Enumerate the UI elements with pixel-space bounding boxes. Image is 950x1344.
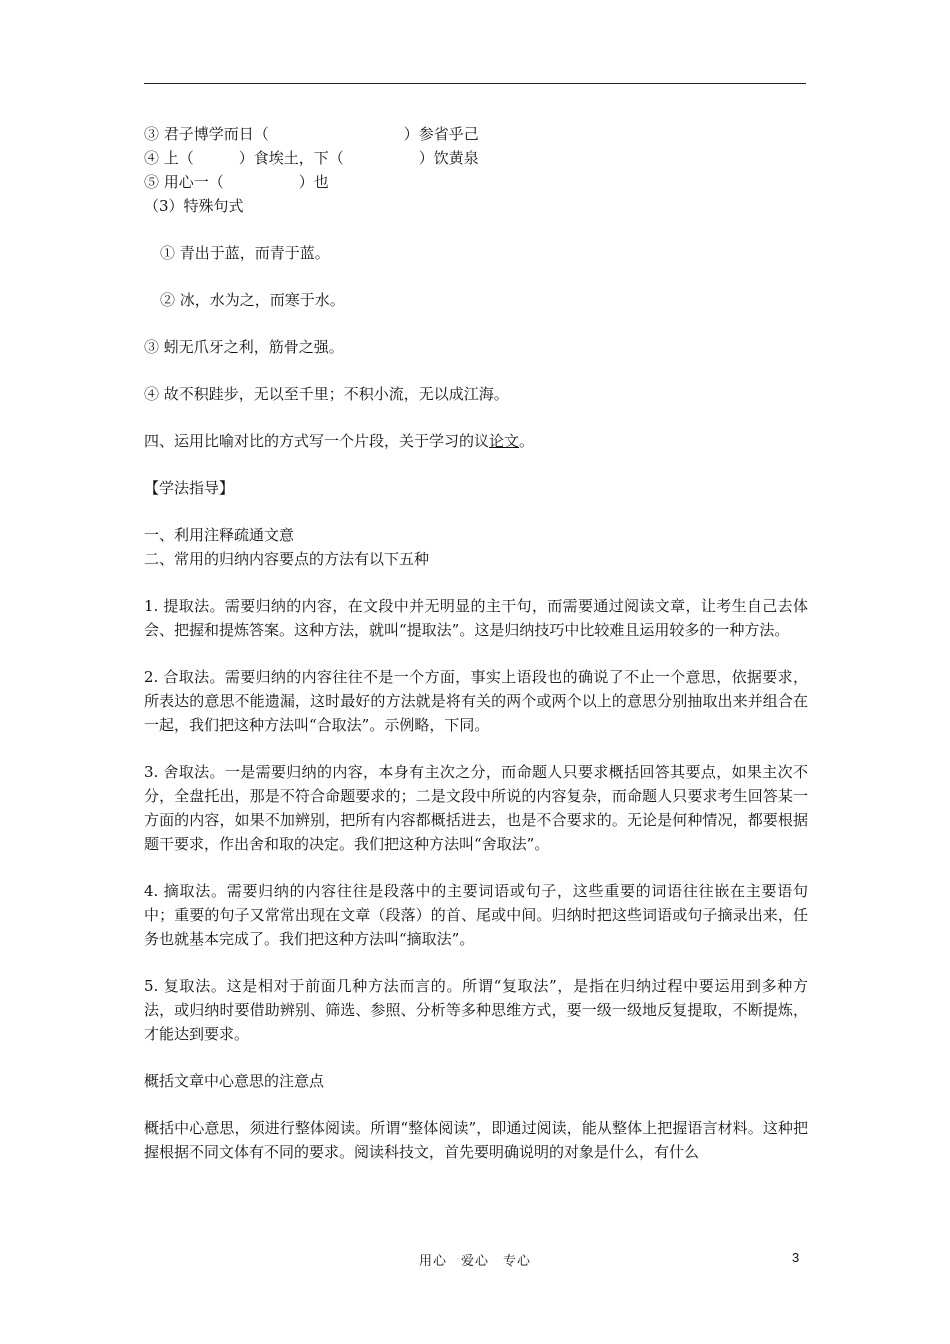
task-four-link[interactable]: 论文 [489, 432, 520, 450]
task-four-end: 。 [519, 432, 535, 450]
method-2: 2. 合取法。需要归纳的内容往往不是一个方面，事实上语段也的确说了不止一个意思，依据要求，所表达的意思不能遗漏，这时最好的方法就是将有关的两个或两个以上的意思分别抽取出来并组合在一起，我们把这种方法叫“合取法”。示例略，下同。 [144, 668, 808, 734]
summary-heading: 概括文章中心意思的注意点 [144, 1072, 325, 1090]
guide-item-2: 二、常用的归纳内容要点的方法有以下五种 [144, 550, 430, 568]
method-3: 3. 舍取法。一是需要归纳的内容，本身有主次之分，而命题人只要求概括回答其要点，如果主次不分，全盘托出，那是不符合命题要求的；二是文段中所说的内容复杂，而命题人只要求考生回答某一方面的内容，如果不加辨别，把所有内容都概括进去，也是不合要求的。无论是何种情况，都要根据题干要求，作出舍和取的决定。我们把这种方法叫“舍取法”。 [144, 763, 808, 853]
guide-heading: 【学法指导】 [144, 479, 235, 497]
special-sentence-heading: （3）特殊句式 [144, 197, 244, 215]
sentence-3: ③ 蚓无爪牙之利，筋骨之强。 [144, 338, 344, 356]
fill-blank-4: ④ 上（ ）食埃土，下（ ）饮黄泉 [144, 149, 479, 167]
fill-blank-3: ③ 君子博学而日（ ）参省乎己 [144, 125, 479, 143]
sentence-4: ④ 故不积跬步，无以至千里；不积小流，无以成江海。 [144, 385, 509, 403]
sentence-2: ② 冰，水为之，而寒于水。 [160, 291, 345, 309]
page-content [144, 122, 808, 1164]
summary-paragraph: 概括中心意思，须进行整体阅读。所谓“整体阅读”，即通过阅读，能从整体上把握语言材料。这种把握根据不同文体有不同的要求。阅读科技文，首先要明确说明的对象是什么，有什么 [144, 1119, 808, 1161]
method-5: 5. 复取法。这是相对于前面几种方法而言的。所谓“复取法”，是指在归纳过程中要运用到多种方法，或归纳时要借助辨别、筛选、参照、分析等多种思维方式，要一级一级地反复提取，不断提炼，才能达到要求。 [144, 977, 808, 1043]
guide-item-1: 一、利用注释疏通文意 [144, 526, 295, 544]
footer-slogan: 用心 爱心 专心 [418, 1254, 531, 1269]
page-number: 3 [792, 1250, 800, 1265]
sentence-1: ① 青出于蓝，而青于蓝。 [160, 244, 330, 262]
method-1: 1. 提取法。需要归纳的内容，在文段中并无明显的主干句，而需要通过阅读文章，让考生自己去体会、把握和提炼答案。这种方法，就叫“提取法”。这是归纳技巧中比较难且运用较多的一种方法。 [144, 597, 808, 639]
header-rule [144, 83, 806, 84]
task-four [144, 429, 808, 453]
fill-blank-5: ⑤ 用心一（ ）也 [144, 173, 329, 191]
method-4: 4. 摘取法。需要归纳的内容往往是段落中的主要词语或句子，这些重要的词语往往嵌在主要语句中；重要的句子又常常出现在文章（段落）的首、尾或中间。归纳时把这些词语或句子摘录出来，任务也就基本完成了。我们把这种方法叫“摘取法”。 [144, 882, 808, 948]
task-four-text: 四、运用比喻对比的方式写一个片段，关于学习的议 [144, 432, 490, 450]
